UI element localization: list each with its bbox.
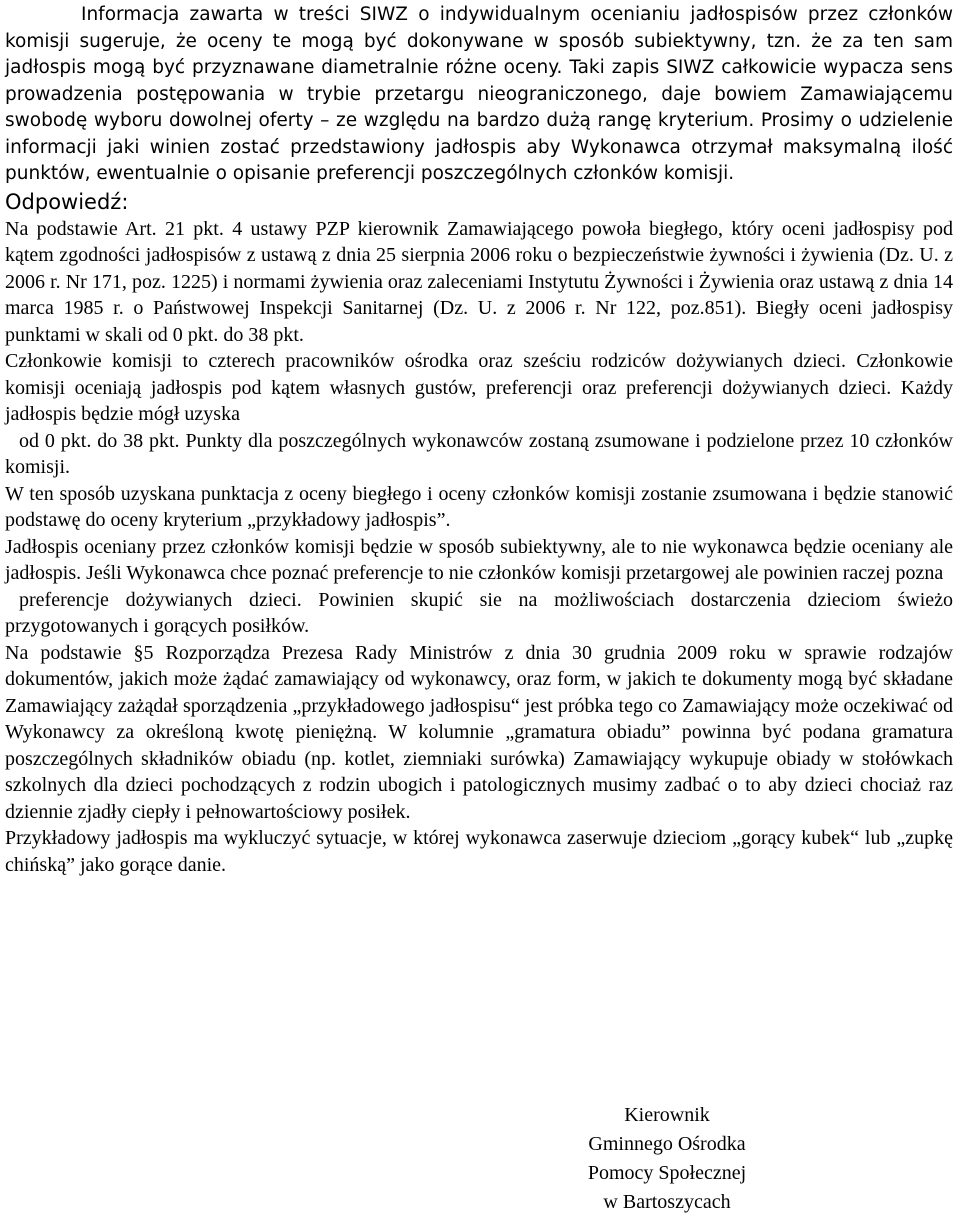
question-paragraph (5, 2, 953, 188)
answer-paragraph-6: preferencje dożywianych dzieci. Powinien skupić sie na możliwościach dostarczenia dzieciom świeżo przygotowanych i gorących posiłków. (5, 588, 953, 637)
answer-paragraph-1: Na podstawie Art. 21 pkt. 4 ustawy PZP kierownik Zamawiającego powoła biegłego, który oceni jadłospisy pod kątem zgodności jadłospisów z ustawą z dnia 25 sierpnia 2006 roku o bezpieczeństwie żywności i żywienia (Dz. U. z 2006 r. Nr 171, poz. 1225) i normami żywienia oraz zaleceniami Instytutu Żywności i Żywienia oraz ustawą z dnia 14 marca 1985 r. o Państwowej Inspekcji Sanitarnej (Dz. U. z 2006 r. Nr 122, poz.851). Biegły oceni jadłospisy punktami w skali od 0 pkt. do 38 pkt. (5, 217, 953, 346)
answer-paragraph-3: od 0 pkt. do 38 pkt. Punkty dla poszczególnych wykonawców zostaną zsumowane i podzielone przez 10 członków komisji. (5, 429, 953, 478)
answer-paragraph-2: Członkowie komisji to czterech pracowników ośrodka oraz sześciu rodziców dożywianych dzieci. Członkowie komisji oceniają jadłospis pod kątem własnych gustów, preferencji oraz preferencji dożywianych dzieci. Każdy jadłospis będzie mógł uzyska (5, 350, 953, 425)
signature-line-org-2: Pomocy Społecznej (587, 1162, 747, 1184)
answer-heading: Odpowiedź: (5, 189, 129, 214)
answer-paragraph-8: Przykładowy jadłospis ma wykluczyć sytuacje, w której wykonawca zaserwuje dzieciom „gorący kubek“ lub „zupkę chińską” jako gorące danie. (5, 827, 953, 876)
signature-line-location: w Bartoszycach (603, 1191, 731, 1213)
signature-block (567, 1101, 767, 1217)
signature-line-org-1: Gminnego Ośrodka (588, 1133, 746, 1155)
question-sentence-3: Prosimy o udzielenie informacji jaki winien zostać przedstawiony jadłospis aby Wykonawca otrzymał maksymalną ilość punktów, ewentualnie o opisanie preferencji poszczególnych członków komisji. (5, 110, 953, 184)
answer-paragraph-7: Na podstawie §5 Rozporządza Prezesa Rady Ministrów z dnia 30 grudnia 2009 roku w sprawie rodzajów dokumentów, jakich może żądać zamawiający od wykonawcy, oraz form, w jakich te dokumenty mogą być składane Zamawiający zażądał sporządzenia „przykładowego jadłospisu“ jest próbka tego co Zamawiający może oczekiwać od Wykonawcy za określoną kwotę pieniężną. W kolumnie „gramatura obiadu” powinna być podana gramatura poszczególnych składników obiadu (np. kotlet, ziemniaki surówka) Zamawiający wykupuje obiady w stołówkach szkolnych dla dzieci pochodzących z rodzin ubogich i patologicznych musimy zadbać o to aby dzieci chociaż raz dziennie zjadły ciepły i pełnowartościowy posiłek. (5, 641, 953, 823)
answer-paragraph-5: Jadłospis oceniany przez członków komisji będzie w sposób subiektywny, ale to nie wykonawca będzie oceniany ale jadłospis. Jeśli Wykonawca chce poznać preferencje to nie członków komisji przetargowej ale powinien raczej pozna (5, 535, 953, 584)
document-body (5, 2, 953, 878)
question-sentence-1: Informacja zawarta w treści SIWZ o indywidualnym ocenianiu jadłospisów przez członków komisji sugeruje, że oceny te mogą być dokonywane w sposób subiektywny, tzn. że za ten sam jadłospis mogą być przyznawane diametralnie różne oceny. (5, 4, 953, 78)
question-sentence-2: Taki zapis SIWZ całkowicie wypacza sens prowadzenia postępowania w trybie przetargu nieograniczonego, daje bowiem Zamawiającemu swobodę wyboru dowolnej oferty – ze względu na bardzo dużą rangę kryterium. (5, 57, 953, 131)
signature-line-title: Kierownik (624, 1104, 710, 1126)
answer-paragraph-4: W ten sposób uzyskana punktacja z oceny biegłego i oceny członków komisji zostanie zsumowana i będzie stanowić podstawę do oceny kryterium „przykładowy jadłospis”. (5, 482, 953, 531)
